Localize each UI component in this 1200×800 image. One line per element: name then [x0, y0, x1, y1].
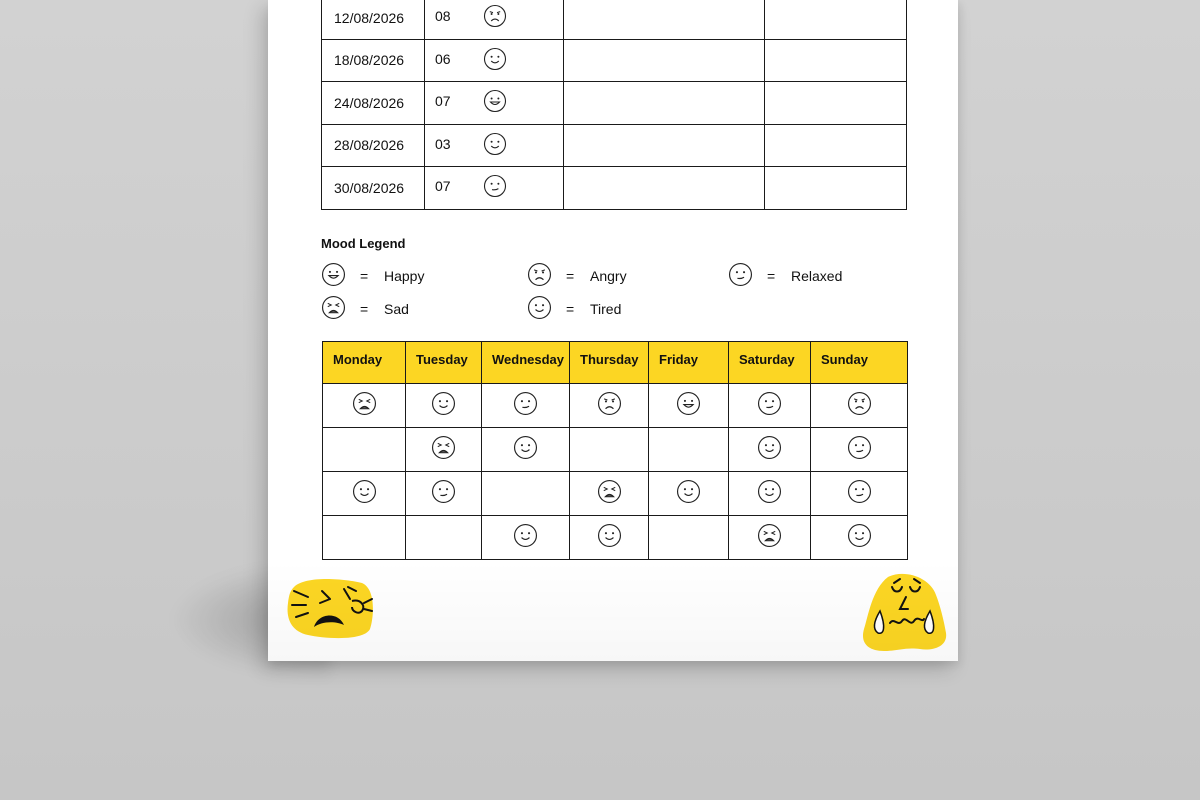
relaxed-face-icon	[847, 435, 872, 465]
happy-face-icon	[483, 89, 507, 116]
tired-face-icon	[483, 132, 507, 159]
legend-item-angry	[527, 262, 627, 290]
day-header-friday: Friday	[649, 342, 729, 384]
mood-cell[interactable]	[811, 384, 908, 428]
tired-face-icon	[757, 479, 782, 509]
mood-cell[interactable]	[649, 516, 729, 560]
mood-cell[interactable]	[811, 516, 908, 560]
mood-log-table	[321, 0, 907, 210]
log-row	[322, 39, 907, 82]
mood-cell[interactable]	[482, 428, 570, 472]
mood-cell[interactable]	[729, 472, 811, 516]
mood-cell[interactable]	[482, 472, 570, 516]
weekly-mood-table	[322, 341, 908, 560]
sad-face-icon	[352, 391, 377, 421]
sad-face-icon	[597, 479, 622, 509]
mood-cell[interactable]	[406, 384, 482, 428]
tired-face-icon	[513, 523, 538, 553]
log-notes-cell[interactable]	[564, 0, 765, 39]
log-value: 07	[435, 178, 451, 195]
mood-cell[interactable]	[729, 516, 811, 560]
relaxed-face-icon	[513, 391, 538, 421]
log-value: 03	[435, 135, 451, 152]
mood-cell[interactable]	[406, 472, 482, 516]
angry-face-icon	[597, 391, 622, 421]
log-date: 30/08/2026	[322, 167, 425, 210]
log-date: 28/08/2026	[322, 124, 425, 167]
relaxed-face-icon	[728, 262, 753, 290]
angry-face-icon	[483, 4, 507, 31]
mood-cell[interactable]	[570, 472, 649, 516]
log-value: 06	[435, 50, 451, 67]
mood-cell[interactable]	[406, 516, 482, 560]
legend-equals: =	[360, 268, 369, 284]
tired-face-icon	[847, 523, 872, 553]
week-row	[323, 428, 908, 472]
mood-cell[interactable]	[649, 428, 729, 472]
log-notes-cell[interactable]	[564, 124, 765, 167]
happy-face-icon	[676, 391, 701, 421]
tired-face-icon	[483, 47, 507, 74]
angry-face-icon	[847, 391, 872, 421]
log-row	[322, 0, 907, 39]
mood-cell[interactable]	[570, 384, 649, 428]
legend-label-relaxed: Relaxed	[791, 268, 843, 284]
day-header-monday: Monday	[323, 342, 406, 384]
log-row	[322, 167, 907, 210]
legend-item-tired	[527, 295, 621, 323]
mood-cell[interactable]	[482, 516, 570, 560]
log-extra-cell[interactable]	[765, 124, 907, 167]
day-header-saturday: Saturday	[729, 342, 811, 384]
tired-face-icon	[431, 391, 456, 421]
log-extra-cell[interactable]	[765, 0, 907, 39]
tired-face-icon	[757, 435, 782, 465]
legend-label-sad: Sad	[384, 301, 409, 317]
relaxed-face-icon	[483, 174, 507, 201]
legend-equals: =	[767, 268, 776, 284]
log-date: 18/08/2026	[322, 39, 425, 82]
log-date: 24/08/2026	[322, 82, 425, 125]
log-row	[322, 124, 907, 167]
tired-face-icon	[597, 523, 622, 553]
mood-cell[interactable]	[729, 428, 811, 472]
mood-cell[interactable]	[570, 428, 649, 472]
log-notes-cell[interactable]	[564, 82, 765, 125]
day-header-tuesday: Tuesday	[406, 342, 482, 384]
log-extra-cell[interactable]	[765, 82, 907, 125]
log-value-cell	[425, 124, 564, 167]
legend-item-relaxed	[728, 262, 842, 290]
legend-equals: =	[566, 301, 575, 317]
tired-face-icon	[527, 295, 552, 323]
sad-face-icon	[757, 523, 782, 553]
mood-cell[interactable]	[729, 384, 811, 428]
log-value-cell	[425, 82, 564, 125]
log-value-cell	[425, 0, 564, 39]
log-row	[322, 82, 907, 125]
log-notes-cell[interactable]	[564, 39, 765, 82]
relaxed-face-icon	[757, 391, 782, 421]
angry-face-icon	[527, 262, 552, 290]
mood-cell[interactable]	[570, 516, 649, 560]
mood-cell[interactable]	[323, 384, 406, 428]
relaxed-face-icon	[431, 479, 456, 509]
week-row	[323, 516, 908, 560]
mood-cell[interactable]	[482, 384, 570, 428]
relaxed-face-icon	[847, 479, 872, 509]
tired-face-icon	[513, 435, 538, 465]
week-row	[323, 472, 908, 516]
crying-face-sticker-icon	[860, 571, 950, 653]
log-value: 08	[435, 8, 451, 25]
legend-title: Mood Legend	[321, 236, 406, 251]
mood-cell[interactable]	[406, 428, 482, 472]
mood-cell[interactable]	[323, 516, 406, 560]
mood-tracker-page	[268, 0, 958, 661]
mood-cell[interactable]	[649, 384, 729, 428]
log-notes-cell[interactable]	[564, 167, 765, 210]
legend-equals: =	[566, 268, 575, 284]
yelling-face-sticker-icon	[286, 577, 374, 639]
mood-cell[interactable]	[649, 472, 729, 516]
legend-equals: =	[360, 301, 369, 317]
mood-cell[interactable]	[811, 428, 908, 472]
mood-cell[interactable]	[323, 472, 406, 516]
day-header-wednesday: Wednesday	[482, 342, 570, 384]
tired-face-icon	[352, 479, 377, 509]
legend-label-tired: Tired	[590, 301, 622, 317]
legend-label-angry: Angry	[590, 268, 627, 284]
day-header-thursday: Thursday	[570, 342, 649, 384]
log-value: 07	[435, 93, 451, 110]
legend-label-happy: Happy	[384, 268, 425, 284]
log-value-cell	[425, 167, 564, 210]
mood-cell[interactable]	[323, 428, 406, 472]
log-date: 12/08/2026	[322, 0, 425, 39]
tired-face-icon	[676, 479, 701, 509]
log-extra-cell[interactable]	[765, 39, 907, 82]
legend-item-sad	[321, 295, 409, 323]
week-row	[323, 384, 908, 428]
sad-face-icon	[431, 435, 456, 465]
day-header-sunday: Sunday	[811, 342, 908, 384]
mood-cell[interactable]	[811, 472, 908, 516]
log-value-cell	[425, 39, 564, 82]
sad-face-icon	[321, 295, 346, 323]
log-extra-cell[interactable]	[765, 167, 907, 210]
happy-face-icon	[321, 262, 346, 290]
legend-item-happy	[321, 262, 424, 290]
